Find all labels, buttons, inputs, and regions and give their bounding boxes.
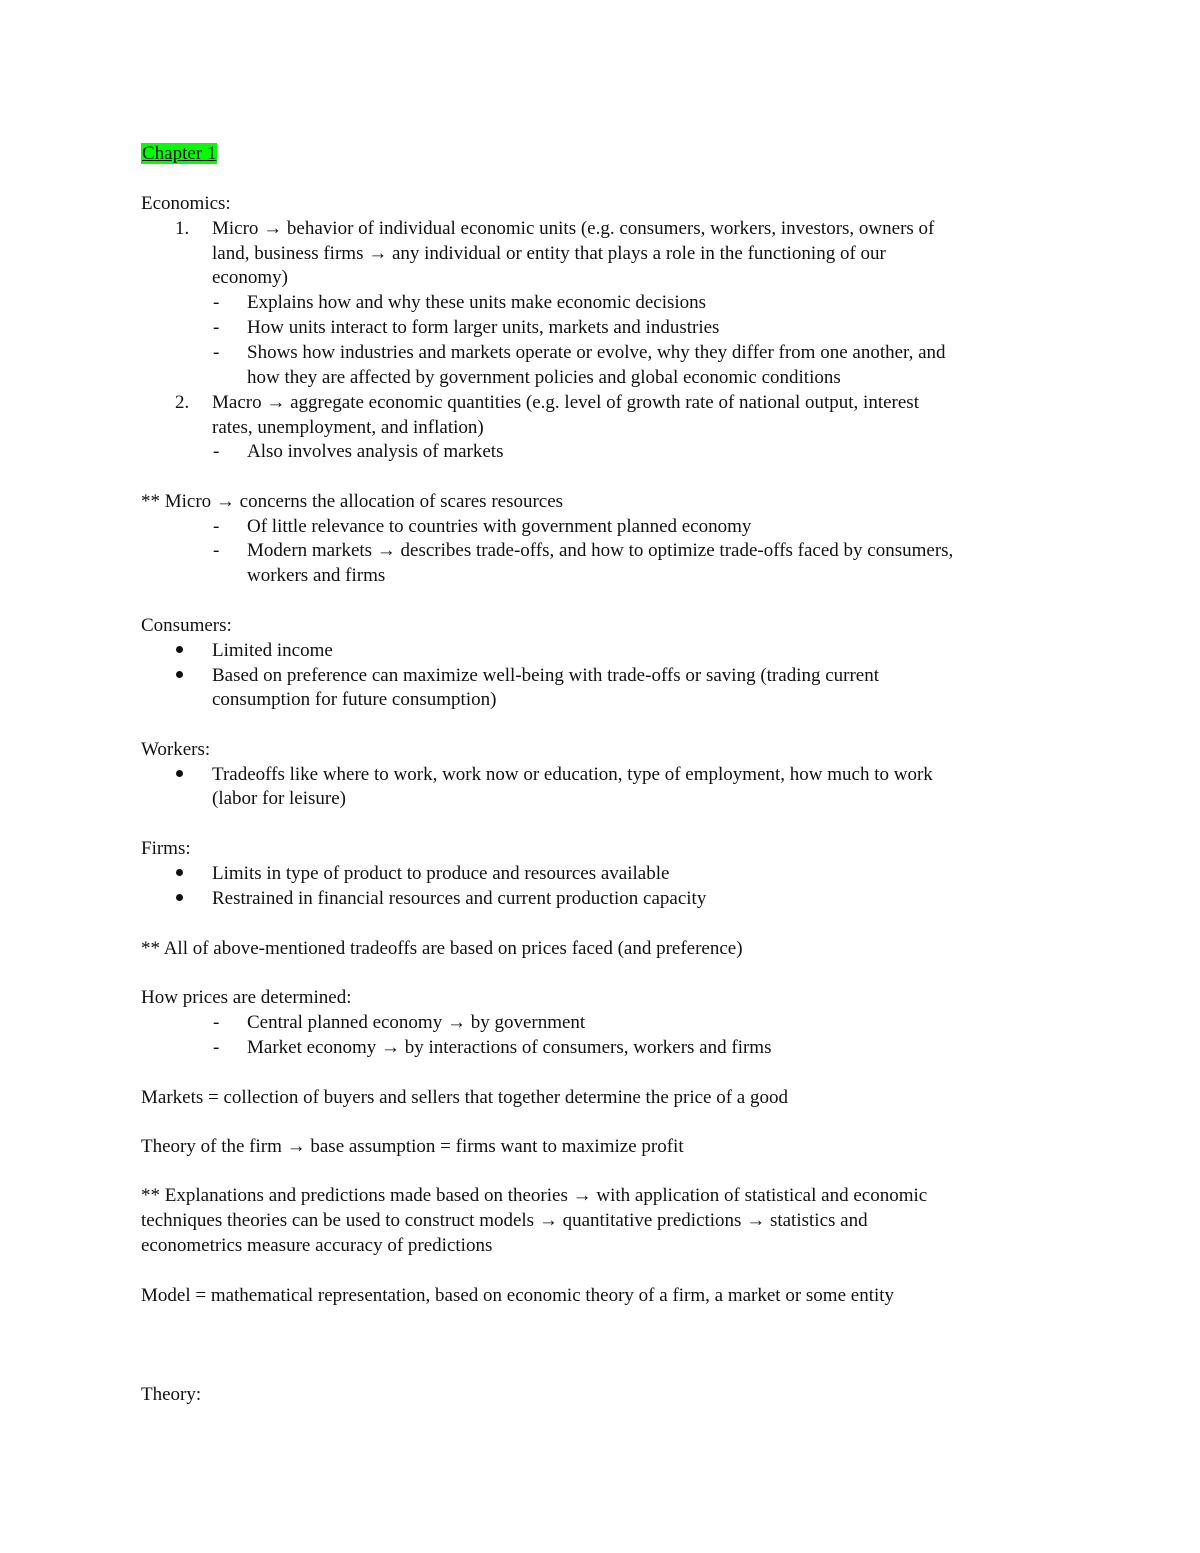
bullet	[176, 770, 183, 777]
micro-line: Micro → behavior of individual economic units (e.g. consumers, workers, investors, owners of	[212, 218, 935, 239]
dash-marker: -	[213, 540, 220, 561]
theory-heading: Theory:	[141, 1384, 202, 1405]
bullet	[176, 894, 183, 901]
sub-item: Also involves analysis of markets	[247, 441, 504, 462]
dash-marker: -	[213, 516, 220, 537]
sub-item: Explains how and why these units make economic decisions	[247, 292, 707, 313]
sub-item: Shows how industries and markets operate or evolve, why they differ from one another, and	[247, 342, 946, 363]
sub-item: How units interact to form larger units, markets and industries	[247, 317, 720, 338]
dash-marker: -	[213, 1012, 220, 1033]
dash-marker: -	[213, 342, 220, 363]
dash-marker: -	[213, 1037, 220, 1058]
tradeoffs-note: ** All of above-mentioned tradeoffs are based on prices faced (and preference)	[141, 938, 743, 959]
economics-heading: Economics:	[141, 193, 231, 214]
markets-definition: Markets = collection of buyers and sellers that together determine the price of a good	[141, 1087, 788, 1108]
bullet-item: Limited income	[212, 640, 333, 661]
micro-note: ** Micro → concerns the allocation of scares resources	[141, 491, 564, 512]
firms-heading: Firms:	[141, 838, 191, 859]
bullet-item: Tradeoffs like where to work, work now or education, type of employment, how much to work	[212, 764, 933, 785]
bullet	[176, 671, 183, 678]
chapter-heading-text: Chapter 1	[142, 143, 217, 164]
macro-line: Macro → aggregate economic quantities (e.g. level of growth rate of national output, interest	[212, 392, 919, 413]
bullet	[176, 646, 183, 653]
sub-item: Modern markets → describes trade-offs, and how to optimize trade-offs faced by consumers,	[247, 540, 954, 561]
explanations-line: econometrics measure accuracy of predictions	[141, 1235, 493, 1256]
explanations-line: ** Explanations and predictions made based on theories → with application of statistical and economic	[141, 1185, 928, 1206]
theory-of-firm: Theory of the firm → base assumption = firms want to maximize profit	[141, 1136, 684, 1157]
explanations-line: techniques theories can be used to construct models → quantitative predictions → statistics and	[141, 1210, 868, 1231]
model-definition: Model = mathematical representation, based on economic theory of a firm, a market or some entity	[141, 1285, 895, 1306]
bullet-item: Based on preference can maximize well-being with trade-offs or saving (trading current	[212, 665, 880, 686]
list-number: 1.	[175, 218, 190, 239]
consumers-heading: Consumers:	[141, 615, 232, 636]
prices-heading: How prices are determined:	[141, 987, 352, 1008]
sub-item: workers and firms	[247, 565, 386, 586]
sub-item: how they are affected by government policies and global economic conditions	[247, 367, 841, 388]
micro-line: economy)	[212, 267, 288, 288]
bullet-item: Limits in type of product to produce and resources available	[212, 863, 670, 884]
bullet-item: consumption for future consumption)	[212, 689, 497, 710]
dash-marker: -	[213, 317, 220, 338]
chapter-heading	[141, 142, 217, 166]
dash-marker: -	[213, 292, 220, 313]
bullet-item: Restrained in financial resources and current production capacity	[212, 888, 707, 909]
workers-heading: Workers:	[141, 739, 211, 760]
list-number: 2.	[175, 392, 190, 413]
sub-item: Of little relevance to countries with government planned economy	[247, 516, 752, 537]
sub-item: Central planned economy → by government	[247, 1012, 586, 1033]
bullet	[176, 869, 183, 876]
sub-item: Market economy → by interactions of consumers, workers and firms	[247, 1037, 772, 1058]
dash-marker: -	[213, 441, 220, 462]
micro-line: land, business firms → any individual or entity that plays a role in the functioning of our	[212, 243, 886, 264]
macro-line: rates, unemployment, and inflation)	[212, 417, 484, 438]
bullet-item: (labor for leisure)	[212, 788, 346, 809]
